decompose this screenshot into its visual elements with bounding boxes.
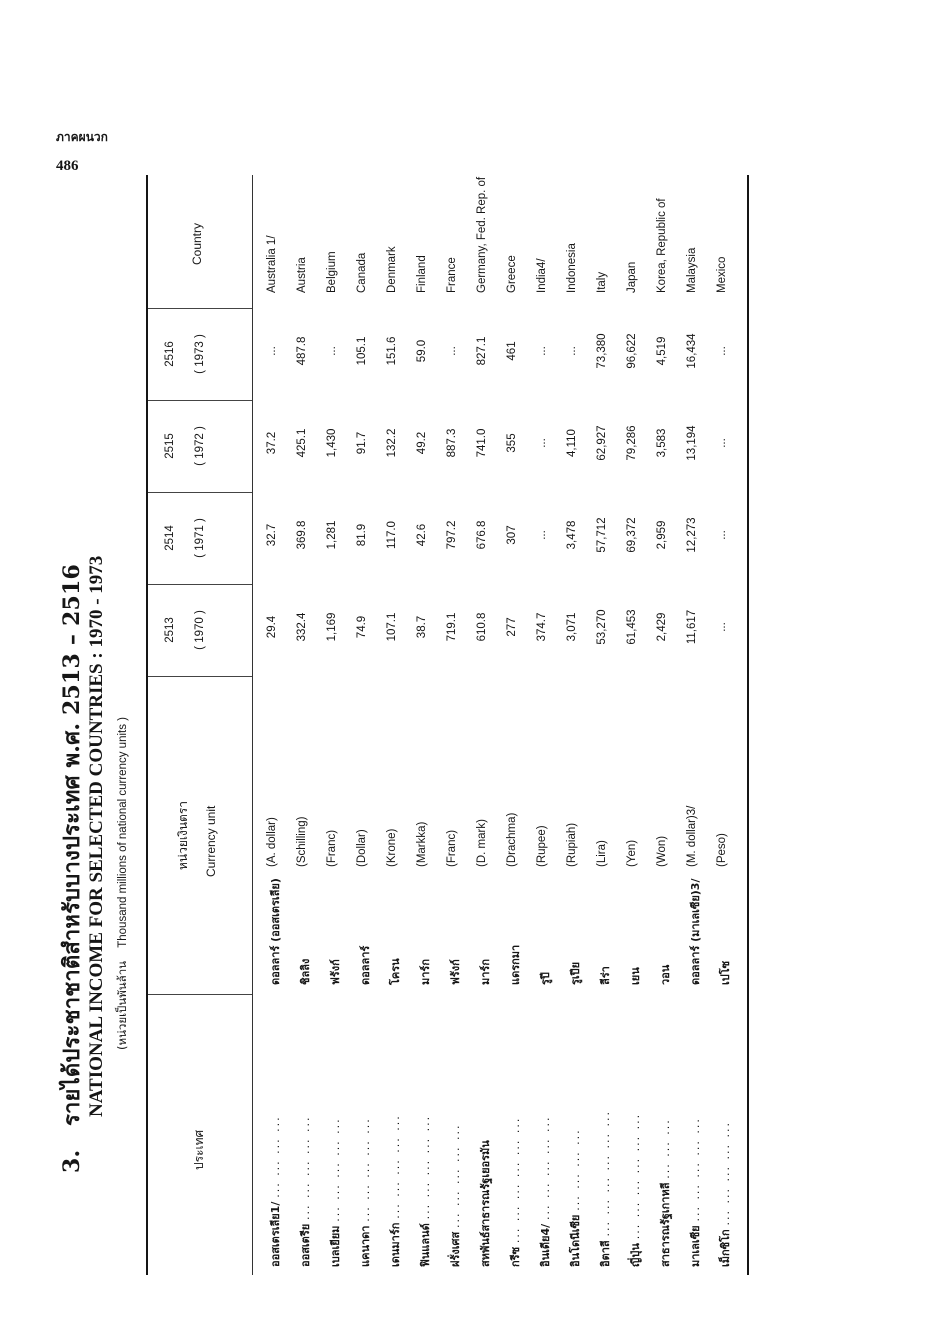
rotated-table-page xyxy=(52,175,772,1275)
table-title-english: NATIONAL INCOME FOR SELECTED COUNTRIES : 1970 - 1973 xyxy=(86,555,107,1117)
value-1973: ... xyxy=(446,346,458,356)
year-be: 2515 xyxy=(164,433,176,459)
unit-thai: ดอลลาร์ (ออสเตรเลีย) xyxy=(269,878,282,985)
table-title-thai-text: รายได้ประชาชาติสำหรับบางประเทศ พ.ศ. 2513 – 2516 xyxy=(59,563,85,1127)
header-country-english: Country xyxy=(190,222,204,265)
unit-thai: เปโซ xyxy=(719,960,732,985)
value-1973: 4,519 xyxy=(656,336,668,366)
country-english: Belgium xyxy=(326,251,338,293)
unit-thai: วอน xyxy=(659,964,672,985)
header-country-thai: ประเทศ xyxy=(192,1129,206,1170)
value-1970: 38.7 xyxy=(416,615,428,639)
value-1973: 105.1 xyxy=(356,336,368,366)
unit-english: (Peso) xyxy=(716,833,728,867)
unit-thai: เยน xyxy=(629,967,642,985)
unit-english: (D. mark) xyxy=(476,819,488,867)
table-row xyxy=(322,175,350,1275)
country-thai: ญี่ปุ่น ... ... ... ... ... ... xyxy=(629,1112,642,1267)
country-english: Australia 1/ xyxy=(266,235,278,293)
country-english: Malaysia xyxy=(686,247,698,293)
value-1970: 74.9 xyxy=(356,615,368,639)
value-1973: 96,622 xyxy=(626,333,638,369)
table-header-rule xyxy=(252,175,253,1275)
unit-thai: แดรกมา xyxy=(509,944,522,985)
table-row xyxy=(262,175,290,1275)
table-row xyxy=(592,175,620,1275)
value-1971: 307 xyxy=(506,525,518,545)
country-english: Greece xyxy=(506,255,518,293)
unit-english: (Krone) xyxy=(386,828,398,867)
value-1970: 61,453 xyxy=(626,609,638,645)
table-row xyxy=(472,175,500,1275)
table-row xyxy=(682,175,710,1275)
country-thai: ออสเตรีย ... ... ... ... ... xyxy=(299,1115,312,1267)
value-1972: 49.2 xyxy=(416,431,428,455)
value-1971: ... xyxy=(716,530,728,540)
value-1972: 887.3 xyxy=(446,428,458,458)
table-row xyxy=(712,175,740,1275)
value-1972: ... xyxy=(716,438,728,448)
unit-thai: ฟรังก์ xyxy=(329,959,342,985)
value-1971: 69,372 xyxy=(626,517,638,553)
unit-thai: รูเปีย xyxy=(569,961,582,985)
value-1971: ... xyxy=(536,530,548,540)
table-number: 3. xyxy=(59,1149,85,1173)
page-section-label: ภาคผนวก xyxy=(56,130,108,144)
value-1970: 2,429 xyxy=(656,612,668,642)
country-english: Japan xyxy=(626,261,638,293)
value-1972: ... xyxy=(536,438,548,448)
value-1973: 16,434 xyxy=(686,333,698,369)
unit-english: (Yen) xyxy=(626,839,638,867)
value-1970: 53,270 xyxy=(596,609,608,645)
table-row xyxy=(502,175,530,1275)
table-row xyxy=(412,175,440,1275)
value-1973: 461 xyxy=(506,341,518,361)
value-1970: 332.4 xyxy=(296,612,308,642)
value-1971: 42.6 xyxy=(416,523,428,547)
unit-english: (Franc) xyxy=(446,829,458,867)
value-1972: 132.2 xyxy=(386,428,398,458)
value-1970: 610.8 xyxy=(476,612,488,642)
unit-english: (Rupiah) xyxy=(566,822,578,867)
value-1970: 1,169 xyxy=(326,612,338,642)
unit-thai: มาร์ก xyxy=(479,959,492,985)
country-english: Finland xyxy=(416,255,428,293)
value-1970: 277 xyxy=(506,617,518,637)
value-1972: 741.0 xyxy=(476,428,488,458)
unit-english: (Drachma) xyxy=(506,812,518,867)
country-thai: สาธารณรัฐเกาหลี ... ... ... xyxy=(659,1118,672,1267)
country-english: Germany, Fed. Rep. of xyxy=(476,176,488,293)
country-english: Austria xyxy=(296,257,308,293)
value-1973: 487.8 xyxy=(296,336,308,366)
year-ce: ( 1972 ) xyxy=(194,426,206,466)
table-row xyxy=(352,175,380,1275)
year-header-4 xyxy=(164,309,206,399)
unit-thai: รูปี xyxy=(539,972,552,985)
country-english: Denmark xyxy=(386,246,398,293)
table-top-rule xyxy=(146,175,148,1275)
unit-thai: ชิลลิง xyxy=(299,958,312,985)
value-1971: 117.0 xyxy=(386,521,398,549)
unit-thai: ลีร่า xyxy=(599,966,612,985)
value-1970: 719.1 xyxy=(446,612,458,642)
country-thai: อินโดนีเซีย ... ... ... ... xyxy=(569,1128,582,1267)
unit-english: (Rupee) xyxy=(536,825,548,867)
unit-english: (Schilling) xyxy=(296,816,308,867)
value-1971: 2,959 xyxy=(656,520,668,550)
table-subtitle xyxy=(114,717,132,1050)
country-english: France xyxy=(446,257,458,293)
value-1972: 1,430 xyxy=(326,428,338,458)
table-row xyxy=(652,175,680,1275)
value-1970: 374.7 xyxy=(536,612,548,642)
value-1973: 59.0 xyxy=(416,339,428,363)
value-1973: ... xyxy=(566,346,578,356)
value-1972: 4,110 xyxy=(566,429,578,457)
year-ce: ( 1971 ) xyxy=(194,518,206,558)
unit-thai: ดอลลาร์ xyxy=(359,945,372,985)
country-english: Indonesia xyxy=(566,243,578,293)
table-row xyxy=(382,175,410,1275)
table-row xyxy=(532,175,560,1275)
unit-thai: มาร์ก xyxy=(419,959,432,985)
country-thai: สหพันธ์สาธารณรัฐเยอรมัน xyxy=(479,1140,492,1267)
country-thai: กรีซ ... ... ... ... ... ... xyxy=(509,1116,522,1267)
value-1971: 1,281 xyxy=(326,520,338,550)
country-thai: เบลเยียม ... ... ... ... ... xyxy=(329,1117,342,1267)
year-be: 2516 xyxy=(164,341,176,367)
subtitle-english: Thousand millions of national currency units ) xyxy=(117,717,129,948)
table-row xyxy=(292,175,320,1275)
country-thai: อิตาลี ... ... ... ... ... ... xyxy=(599,1110,612,1267)
country-thai: ฝรั่งเศส ... ... ... ... ... xyxy=(449,1123,462,1267)
country-thai: ออสเตรเลีย1/ ... ... ... ... xyxy=(269,1115,282,1267)
value-1973: 827.1 xyxy=(476,336,488,366)
country-thai: เม็กซิโก ... ... ... ... ... xyxy=(719,1121,732,1267)
unit-thai: ดอลลาร์ (มาเลเซีย)3/ xyxy=(689,878,702,985)
value-1972: 13,194 xyxy=(686,425,698,461)
value-1973: ... xyxy=(716,346,728,356)
unit-thai: ฟรังก์ xyxy=(449,959,462,985)
year-ce: ( 1973 ) xyxy=(194,334,206,374)
country-english: Mexico xyxy=(716,256,728,293)
year-header-3 xyxy=(164,401,206,491)
value-1971: 3,478 xyxy=(566,520,578,550)
value-1972: 425.1 xyxy=(296,428,308,458)
country-thai: ฟินแลนด์ ... ... ... ... ... xyxy=(419,1114,432,1267)
country-english: Canada xyxy=(356,252,368,293)
table-row xyxy=(562,175,590,1275)
value-1971: 676.8 xyxy=(476,520,488,550)
value-1971: 32.7 xyxy=(266,523,278,547)
country-english: Korea, Republic of xyxy=(656,198,668,293)
year-header-1 xyxy=(164,585,206,675)
unit-english: (Dollar) xyxy=(356,829,368,867)
country-thai: เดนมาร์ก ... ... ... ... ... xyxy=(389,1114,402,1267)
value-1971: 81.9 xyxy=(356,523,368,547)
value-1970: 29.4 xyxy=(266,615,278,639)
unit-english: (Lira) xyxy=(596,840,608,867)
country-english: India4/ xyxy=(536,258,548,293)
country-thai: แคนาดา ... ... ... ... ... xyxy=(359,1117,372,1267)
value-1973: 151.6 xyxy=(386,336,398,366)
subtitle-thai: (หน่วยเป็นพันล้าน xyxy=(115,960,129,1050)
value-1971: 12,273 xyxy=(686,517,698,553)
value-1971: 57,712 xyxy=(596,517,608,553)
table-row xyxy=(442,175,470,1275)
year-header-2 xyxy=(164,493,206,583)
table-title-thai xyxy=(54,564,89,1173)
unit-thai: โครน xyxy=(389,958,402,985)
unit-english: (Won) xyxy=(656,835,668,867)
unit-english: (A. dollar) xyxy=(266,817,278,867)
table-bottom-rule xyxy=(747,175,749,1275)
year-be: 2513 xyxy=(164,617,176,643)
page-number: 486 xyxy=(56,158,79,174)
value-1973: ... xyxy=(326,346,338,356)
country-thai: มาเลเซีย ... ... ... ... ... xyxy=(689,1117,702,1267)
header-currency-english: Currency unit xyxy=(204,805,218,877)
value-1970: 107.1 xyxy=(386,612,398,642)
value-1973: ... xyxy=(536,346,548,356)
country-english: Italy xyxy=(596,271,608,293)
unit-english: (Franc) xyxy=(326,829,338,867)
value-1972: 355 xyxy=(506,433,518,453)
country-thai: อินเดีย4/ ... ... ... ... ... xyxy=(539,1115,552,1267)
year-ce: ( 1970 ) xyxy=(194,610,206,650)
table-row xyxy=(622,175,650,1275)
value-1972: 79,286 xyxy=(626,425,638,461)
value-1970: 11,617 xyxy=(686,609,698,645)
column-separator xyxy=(148,994,252,995)
unit-english: (M. dollar)3/ xyxy=(686,805,698,867)
unit-english: (Markka) xyxy=(416,821,428,867)
value-1972: 3,583 xyxy=(656,428,668,458)
column-separator xyxy=(148,676,252,677)
value-1972: 62,927 xyxy=(596,425,608,461)
value-1972: 37.2 xyxy=(266,431,278,455)
value-1972: 91.7 xyxy=(356,431,368,455)
value-1973: 73,380 xyxy=(596,333,608,369)
value-1971: 797.2 xyxy=(446,520,458,550)
value-1970: 3,071 xyxy=(566,612,578,642)
value-1971: 369.8 xyxy=(296,520,308,550)
year-be: 2514 xyxy=(164,525,176,551)
header-currency-thai: หน่วยเงินตรา xyxy=(176,800,190,870)
value-1970: ... xyxy=(716,622,728,632)
value-1973: ... xyxy=(266,346,278,356)
